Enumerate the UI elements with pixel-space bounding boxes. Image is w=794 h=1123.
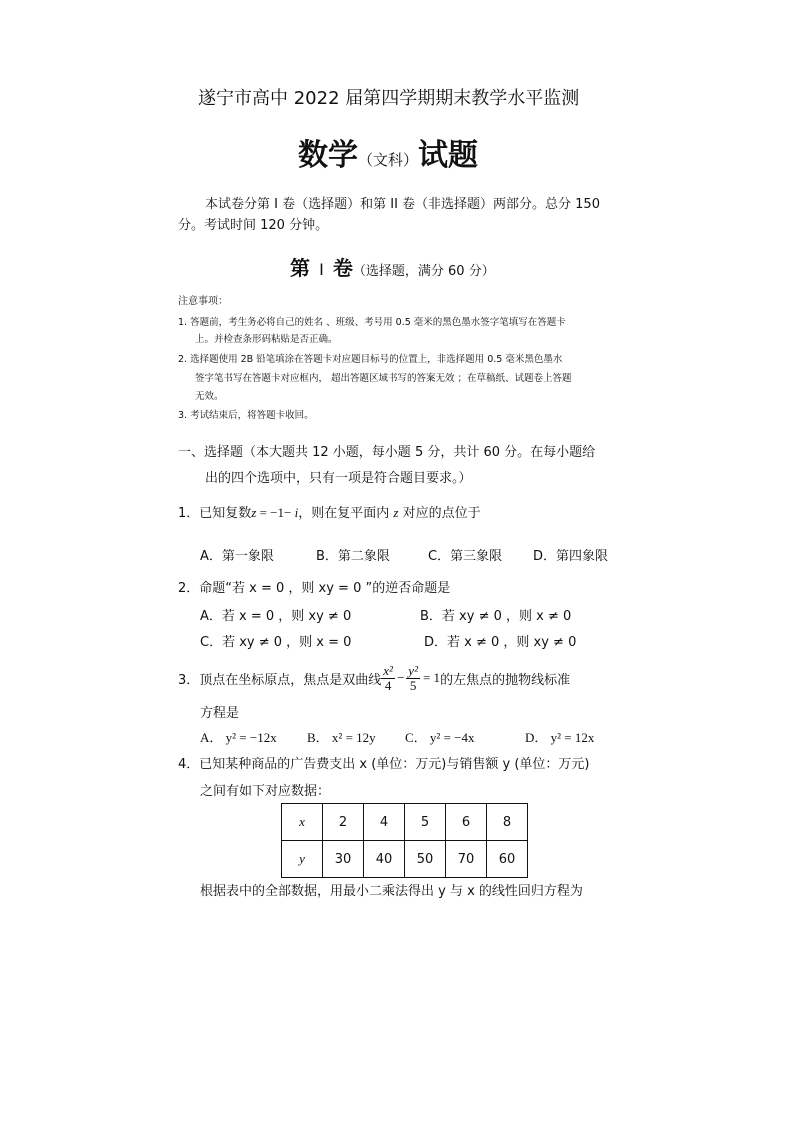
section1-line-1: 一、选择题（本大题共 12 小题，每小题 5 分，共计 60 分。在每小题给 [178,445,596,460]
q3-minus: − [396,670,405,685]
subject-title-paren: （文科） [358,151,419,169]
table-cell: 30 [323,841,364,878]
q1-stem-a: 1．已知复数 [178,506,252,521]
table-cell: 70 [446,841,487,878]
q4-line-3: 根据表中的全部数据，用最小二乘法得出 y 与 x 的线性回归方程为 [200,884,583,899]
part1-heading-roman: Ⅰ [319,260,324,279]
q3-option-b: B． x² = 12y [307,730,376,745]
intro-line-1: 本试卷分第 I 卷（选择题）和第 II 卷（非选择题）两部分。总分 150 [205,197,600,212]
q3-frac1-den: 4 [384,677,392,693]
q3-stem [178,656,570,700]
q1-expr: = −1− [256,505,295,520]
subject-title-main: 数学 [298,138,358,173]
data-table [281,803,528,878]
q3-option-c: C． y² = −4x [405,730,475,745]
exam-title: 遂宁市高中 2022 届第四学期期末教学水平监测 [198,88,580,109]
q1-option-c: C．第三象限 [428,549,503,564]
part1-heading [290,252,495,281]
q3-frac1-num: x² [383,662,393,678]
q3-option-a: A． y² = −12x [200,730,277,745]
q3-frac2-num: y² [408,662,418,678]
notes-title: 注意事项： [178,296,228,307]
table-cell: 60 [487,841,528,878]
table-cell: 6 [446,804,487,841]
q1-var-z: z [251,505,257,520]
table-cell: 40 [364,841,405,878]
subject-title-end: 试题 [418,138,479,173]
q1-option-b: B．第二象限 [316,549,390,564]
q1-option-d: D．第四象限 [533,549,609,564]
table-header-x: x [282,804,323,841]
note-3: 3. 考试结束后，将答题卡收回。 [178,410,314,421]
table-header-y: y [282,841,323,878]
part1-heading-note: （选择题，满分 60 分） [352,264,495,279]
table-cell: 50 [405,841,446,878]
q1-stem-c: 对应的点位于 [402,506,481,521]
q1-stem [178,502,481,521]
table-cell: 8 [487,804,528,841]
q3-fraction-y [406,664,420,692]
q4-line-2: 之间有如下对应数据： [200,784,331,799]
q3-option-d: D． y² = 12x [525,730,595,745]
note-1-line-1: 1. 答题前，考生务必将自己的姓名 、班级、考号用 0.5 毫米的黑色墨水签字笔填写在答题卡 [178,317,566,328]
q4-line-1: 4．已知某种商品的广告费支出 x (单位：万元)与销售额 y (单位：万元) [178,757,590,772]
subject-title [298,130,478,174]
table-row-y [282,841,528,878]
part1-heading-a: 第 [290,256,310,280]
q3-stem-line-2: 方程是 [200,706,240,721]
note-1-line-2: 上。并检查条形码粘贴是否正确。 [195,334,338,345]
q2-stem: 2．命题“若 x = 0 ，则 xy = 0 ”的逆否命题是 [178,581,451,596]
q3-frac2-den: 5 [409,677,417,693]
intro-line-2: 分。考试时间 120 分钟。 [178,218,329,233]
note-2-line-2: 签字笔书写在答题卡对应框内， 超出答题区域书写的答案无效 ；在草稿纸、试题卷上答题 [195,373,572,384]
q2-option-a: A．若 x = 0 ，则 xy ≠ 0 [200,609,352,624]
q1-stem-b: ，则在复平面内 [298,506,390,521]
part1-heading-b: 卷 [332,256,353,280]
q3-stem-b: 的左焦点的抛物线标准 [440,672,571,688]
q2-option-c: C．若 xy ≠ 0 ，则 x = 0 [200,635,352,650]
table-row-x [282,804,528,841]
table-cell: 4 [364,804,405,841]
note-2-line-1: 2. 选择题使用 2B 铅笔填涂在答题卡对应题目标号的位置上，非选择题用 0.5 毫米黑色墨水 [178,354,563,365]
q2-option-b: B．若 xy ≠ 0 ，则 x ≠ 0 [420,609,572,624]
q3-stem-a: 3．顶点在坐标原点，焦点是双曲线 [178,672,382,688]
q1-var-z2: z [393,505,399,520]
note-2-line-3: 无效。 [195,391,224,402]
q3-eq: = 1 [422,670,441,685]
table-cell: 5 [405,804,446,841]
q2-option-d: D．若 x ≠ 0 ，则 xy ≠ 0 [424,635,577,650]
q1-var-i: i [294,505,299,520]
q3-fraction-x [381,664,395,692]
section1-line-2: 出的四个选项中，只有一项是符合题目要求。） [205,471,472,486]
q1-option-a: A．第一象限 [200,549,274,564]
table-cell: 2 [323,804,364,841]
q4-data-table [281,803,528,878]
